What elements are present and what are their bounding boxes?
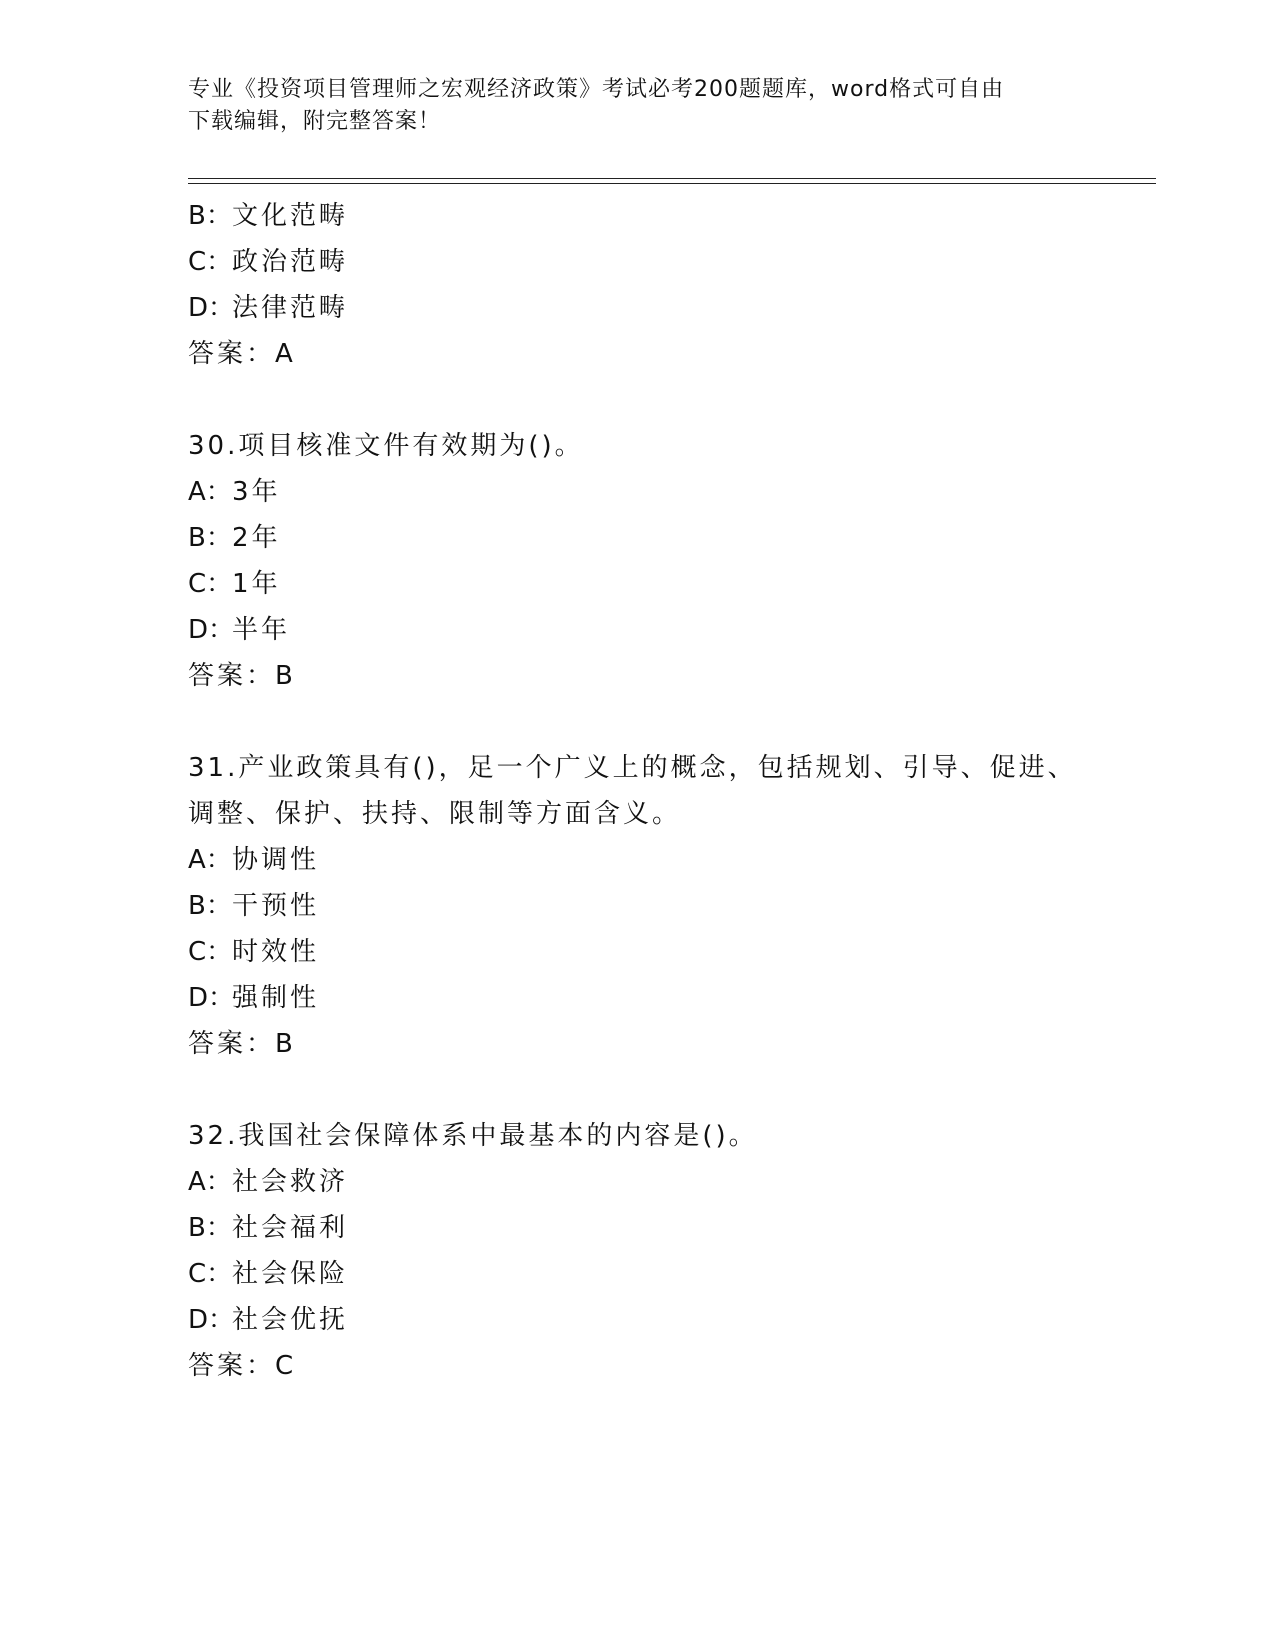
option-text: 2年 bbox=[232, 523, 281, 553]
option-text: 文化范畴 bbox=[232, 201, 349, 231]
option-letter: D： bbox=[188, 293, 235, 323]
option-letter: C： bbox=[188, 1259, 233, 1289]
option-d bbox=[188, 1297, 1148, 1343]
spacer bbox=[188, 699, 1148, 745]
option-c bbox=[188, 929, 1148, 975]
header-title-line-2: 下载编辑，附完整答案！ bbox=[188, 109, 442, 134]
answer-line: 答案：A bbox=[188, 339, 296, 369]
option-d bbox=[188, 975, 1148, 1021]
question-29-continued bbox=[188, 193, 1148, 377]
header-rule-bottom bbox=[188, 183, 1156, 184]
option-d bbox=[188, 285, 1148, 331]
option-letter: D： bbox=[188, 615, 235, 645]
option-text: 干预性 bbox=[232, 891, 320, 921]
option-a bbox=[188, 469, 1148, 515]
spacer bbox=[188, 1067, 1148, 1113]
option-text: 社会优抚 bbox=[232, 1305, 349, 1335]
option-letter: B： bbox=[188, 891, 232, 921]
option-text: 协调性 bbox=[232, 845, 320, 875]
option-text: 社会保险 bbox=[232, 1259, 349, 1289]
header-title-line-1: 专业《投资项目管理师之宏观经济政策》考试必考200题题库，word格式可自由 bbox=[188, 77, 1005, 102]
option-letter: D： bbox=[188, 983, 235, 1013]
option-text: 时效性 bbox=[232, 937, 320, 967]
option-c bbox=[188, 239, 1148, 285]
option-a bbox=[188, 1159, 1148, 1205]
question-stem-line-2: 调整、保护、扶持、限制等方面含义。 bbox=[188, 799, 682, 829]
answer-line: 答案：B bbox=[188, 661, 296, 691]
option-letter: A： bbox=[188, 1167, 232, 1197]
option-b bbox=[188, 883, 1148, 929]
question-stem: 30.项目核准文件有效期为()。 bbox=[188, 431, 584, 461]
option-b bbox=[188, 193, 1148, 239]
question-stem-line-1: 31.产业政策具有()，足一个广义上的概念，包括规划、引导、促进、 bbox=[188, 753, 1077, 783]
option-c bbox=[188, 561, 1148, 607]
option-b bbox=[188, 515, 1148, 561]
option-text: 社会救济 bbox=[232, 1167, 349, 1197]
question-31 bbox=[188, 745, 1148, 1067]
option-text: 强制性 bbox=[232, 983, 320, 1013]
answer-line: 答案：B bbox=[188, 1029, 296, 1059]
option-text: 3年 bbox=[232, 477, 281, 507]
question-stem: 32.我国社会保障体系中最基本的内容是()。 bbox=[188, 1121, 758, 1151]
header-rule-top bbox=[188, 178, 1156, 179]
option-a bbox=[188, 837, 1148, 883]
option-letter: C： bbox=[188, 247, 233, 277]
option-text: 半年 bbox=[232, 615, 291, 645]
option-letter: A： bbox=[188, 477, 232, 507]
spacer bbox=[188, 377, 1148, 423]
question-list bbox=[188, 193, 1148, 1389]
option-text: 社会福利 bbox=[232, 1213, 349, 1243]
option-b bbox=[188, 1205, 1148, 1251]
option-text: 1年 bbox=[232, 569, 281, 599]
option-d bbox=[188, 607, 1148, 653]
option-letter: C： bbox=[188, 937, 233, 967]
option-letter: C： bbox=[188, 569, 233, 599]
option-letter: B： bbox=[188, 523, 232, 553]
option-c bbox=[188, 1251, 1148, 1297]
option-letter: B： bbox=[188, 201, 232, 231]
question-30 bbox=[188, 423, 1148, 699]
option-letter: A： bbox=[188, 845, 232, 875]
option-text: 法律范畴 bbox=[232, 293, 349, 323]
option-letter: D： bbox=[188, 1305, 235, 1335]
option-text: 政治范畴 bbox=[232, 247, 349, 277]
answer-line: 答案：C bbox=[188, 1351, 297, 1381]
document-header bbox=[188, 74, 1088, 138]
question-32 bbox=[188, 1113, 1148, 1389]
option-letter: B： bbox=[188, 1213, 232, 1243]
